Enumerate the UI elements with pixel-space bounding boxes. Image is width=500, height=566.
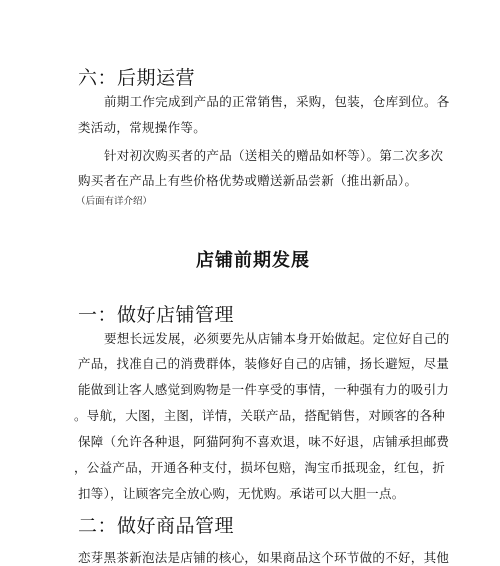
paragraph-line: 购买者在产品上有些价格优势或赠送新品尝新（推出新品）。 (78, 173, 418, 188)
section-heading-store-management: 一：做好店铺管理 (78, 304, 235, 326)
paragraph-line: 针对初次购买者的产品（送相关的赠品如杯等）。第二次多次 (104, 148, 444, 163)
section-heading-later-operations: 六：后期运营 (78, 67, 196, 89)
paragraph-line: 前期工作完成到产品的正常销售，采购，包装，仓库到位。各 (104, 94, 450, 109)
paragraph-line: 恋芽黑茶新泡法是店铺的核心，如果商品这个环节做的不好，其他 (78, 550, 450, 565)
paragraph-line: 扣等），让顾客完全放心购，无忧购。承诺可以大胆一点。 (78, 486, 405, 501)
paragraph-line: ，公益产品，开通各种支付，损坏包赔，淘宝币抵现金，红包，折 (74, 460, 446, 475)
paragraph-line: 能做到让客人感觉到购物是一件享受的事情，一种强有力的吸引力 (78, 382, 450, 397)
section-heading-product-management: 二：做好商品管理 (78, 515, 235, 537)
paragraph-line: 类活动，常规操作等。 (78, 120, 207, 135)
paragraph-line: 保障（允许各种退，阿猫阿狗不喜欢退，味不好退，店铺承担邮费 (78, 434, 450, 449)
footnote-detail: （后面有详介绍） (76, 196, 153, 207)
paragraph-line: 。导航，大图，主图，详情，关联产品，搭配销售，对顾客的各种 (74, 408, 446, 423)
paragraph-line: 产品，找准自己的消费群体，装修好自己的店铺，扬长避短，尽量 (78, 356, 450, 371)
paragraph-line: 要想长远发展，必须要先从店铺本身开始做起。定位好自己的 (104, 331, 450, 346)
chapter-title: 店铺前期发展 (196, 250, 310, 271)
